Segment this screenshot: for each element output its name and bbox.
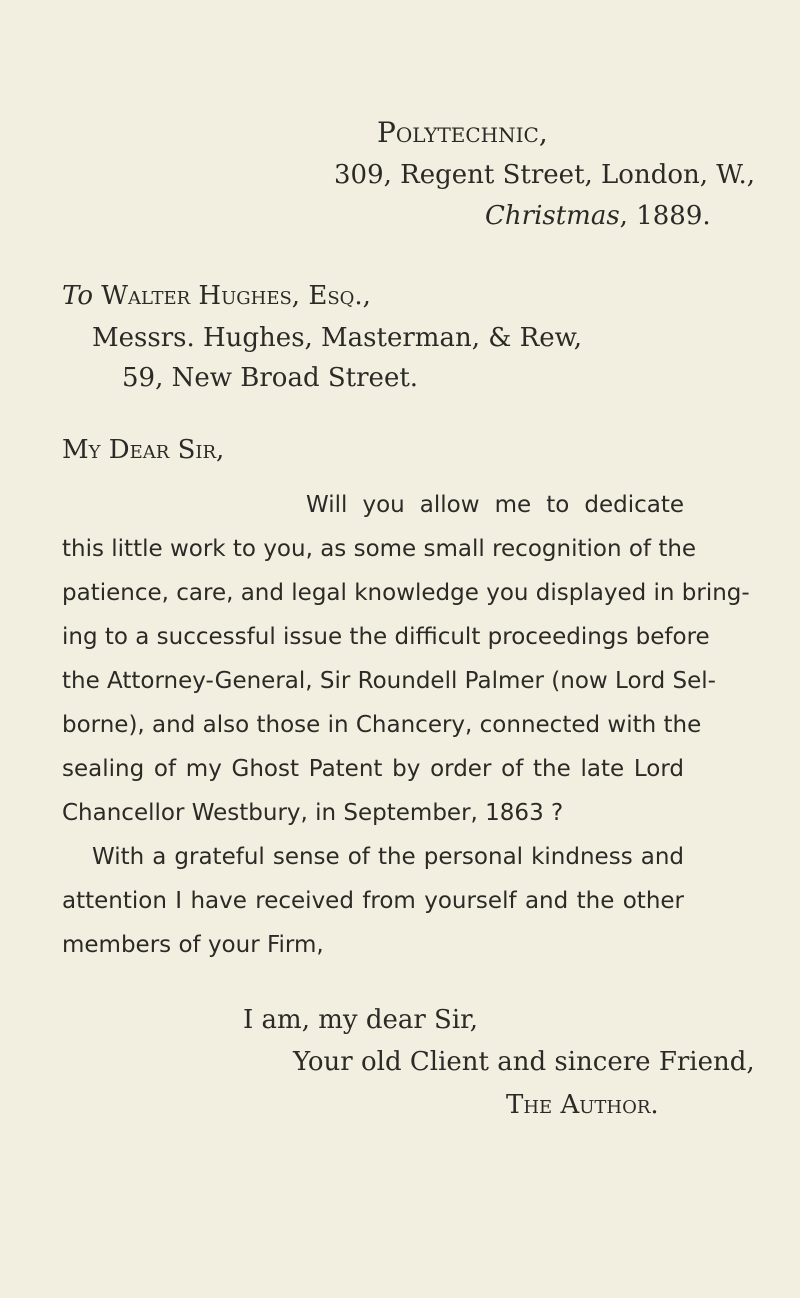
body-line: attention I have received from yourself and the other (62, 888, 684, 914)
body-line: sealing of my Ghost Patent by order of the late Lord (62, 756, 684, 782)
closing-line-1: I am, my dear Sir, (243, 1005, 479, 1035)
addressee-firm: Messrs. Hughes, Masterman, & Rew, (92, 323, 583, 353)
header-address: 309, Regent Street, London, W., (334, 160, 755, 190)
closing-signature: The Author. (506, 1090, 659, 1120)
body-line: patience, care, and legal knowledge you displayed in bring- (62, 580, 750, 606)
header-date-year: , 1889. (619, 201, 711, 231)
body-line: this little work to you, as some small recognition of the (62, 536, 697, 562)
addressee-to: To (62, 281, 93, 311)
body-line: Will you allow me to dedicate (306, 492, 684, 518)
body-line: members of your Firm, (62, 932, 324, 958)
addressee-name-text: Walter Hughes, Esq., (101, 281, 371, 311)
body-line: borne), and also those in Chancery, connected with the (62, 712, 702, 738)
header-date (485, 199, 711, 233)
header-date-label: Christmas (485, 201, 620, 231)
addressee-name (62, 279, 371, 313)
addressee-street: 59, New Broad Street. (122, 363, 419, 393)
closing-line-2: Your old Client and sincere Friend, (293, 1047, 755, 1077)
salutation: My Dear Sir, (62, 435, 225, 465)
body-line: Chancellor Westbury, in September, 1863 ? (62, 800, 564, 826)
header-institution: Polytechnic, (377, 116, 548, 149)
body-line: With a grateful sense of the personal kindness and (92, 844, 684, 870)
body-line: the Attorney-General, Sir Roundell Palmer (now Lord Sel- (62, 668, 716, 694)
body-line: ing to a successful issue the difficult proceedings before (62, 624, 710, 650)
